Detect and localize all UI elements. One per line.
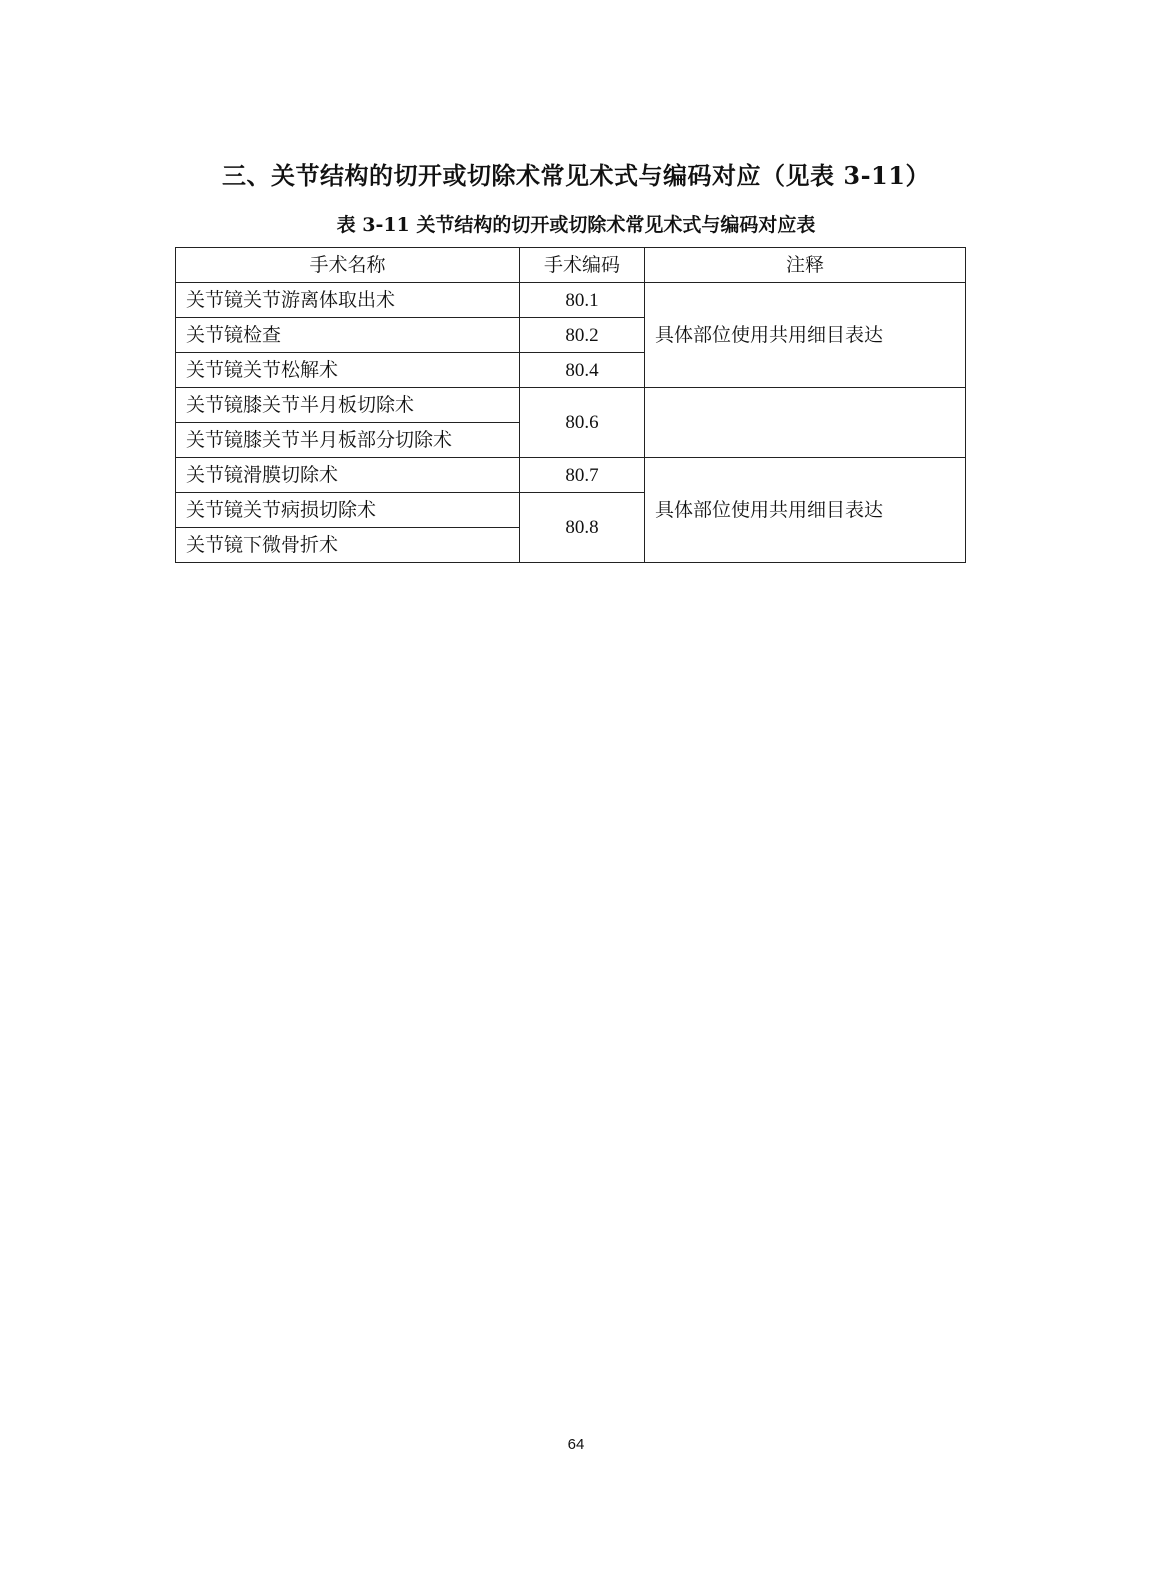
procedure-name-cell: 关节镜下微骨折术 [176,528,520,563]
header-notes: 注释 [645,248,966,283]
header-procedure-code: 手术编码 [520,248,645,283]
page-number: 64 [567,1436,585,1453]
table-row [176,458,966,493]
procedure-name-cell: 关节镜关节病损切除术 [176,493,520,528]
table-header-row [176,248,966,283]
procedure-code-cell: 80.8 [520,493,645,563]
procedure-code-cell: 80.2 [520,318,645,353]
table-body [176,283,966,563]
procedure-name-cell: 关节镜滑膜切除术 [176,458,520,493]
procedure-name-cell: 关节镜关节松解术 [176,353,520,388]
procedure-name-cell: 关节镜检查 [176,318,520,353]
notes-cell: 具体部位使用共用细目表达 [645,283,966,388]
table-row [176,283,966,318]
procedure-code-cell: 80.1 [520,283,645,318]
procedure-name-cell: 关节镜膝关节半月板切除术 [176,388,520,423]
procedure-code-cell: 80.6 [520,388,645,458]
section-heading: 三、关节结构的切开或切除术常见术式与编码对应（见表 3-11） [222,161,930,190]
table-row [176,388,966,423]
table-caption: 表 3-11 关节结构的切开或切除术常见术式与编码对应表 [336,214,816,236]
procedure-code-table [175,247,966,563]
header-procedure-name: 手术名称 [176,248,520,283]
procedure-name-cell: 关节镜膝关节半月板部分切除术 [176,423,520,458]
procedure-name-cell: 关节镜关节游离体取出术 [176,283,520,318]
procedure-code-cell: 80.7 [520,458,645,493]
notes-cell [645,388,966,458]
procedure-code-cell: 80.4 [520,353,645,388]
notes-cell: 具体部位使用共用细目表达 [645,458,966,563]
